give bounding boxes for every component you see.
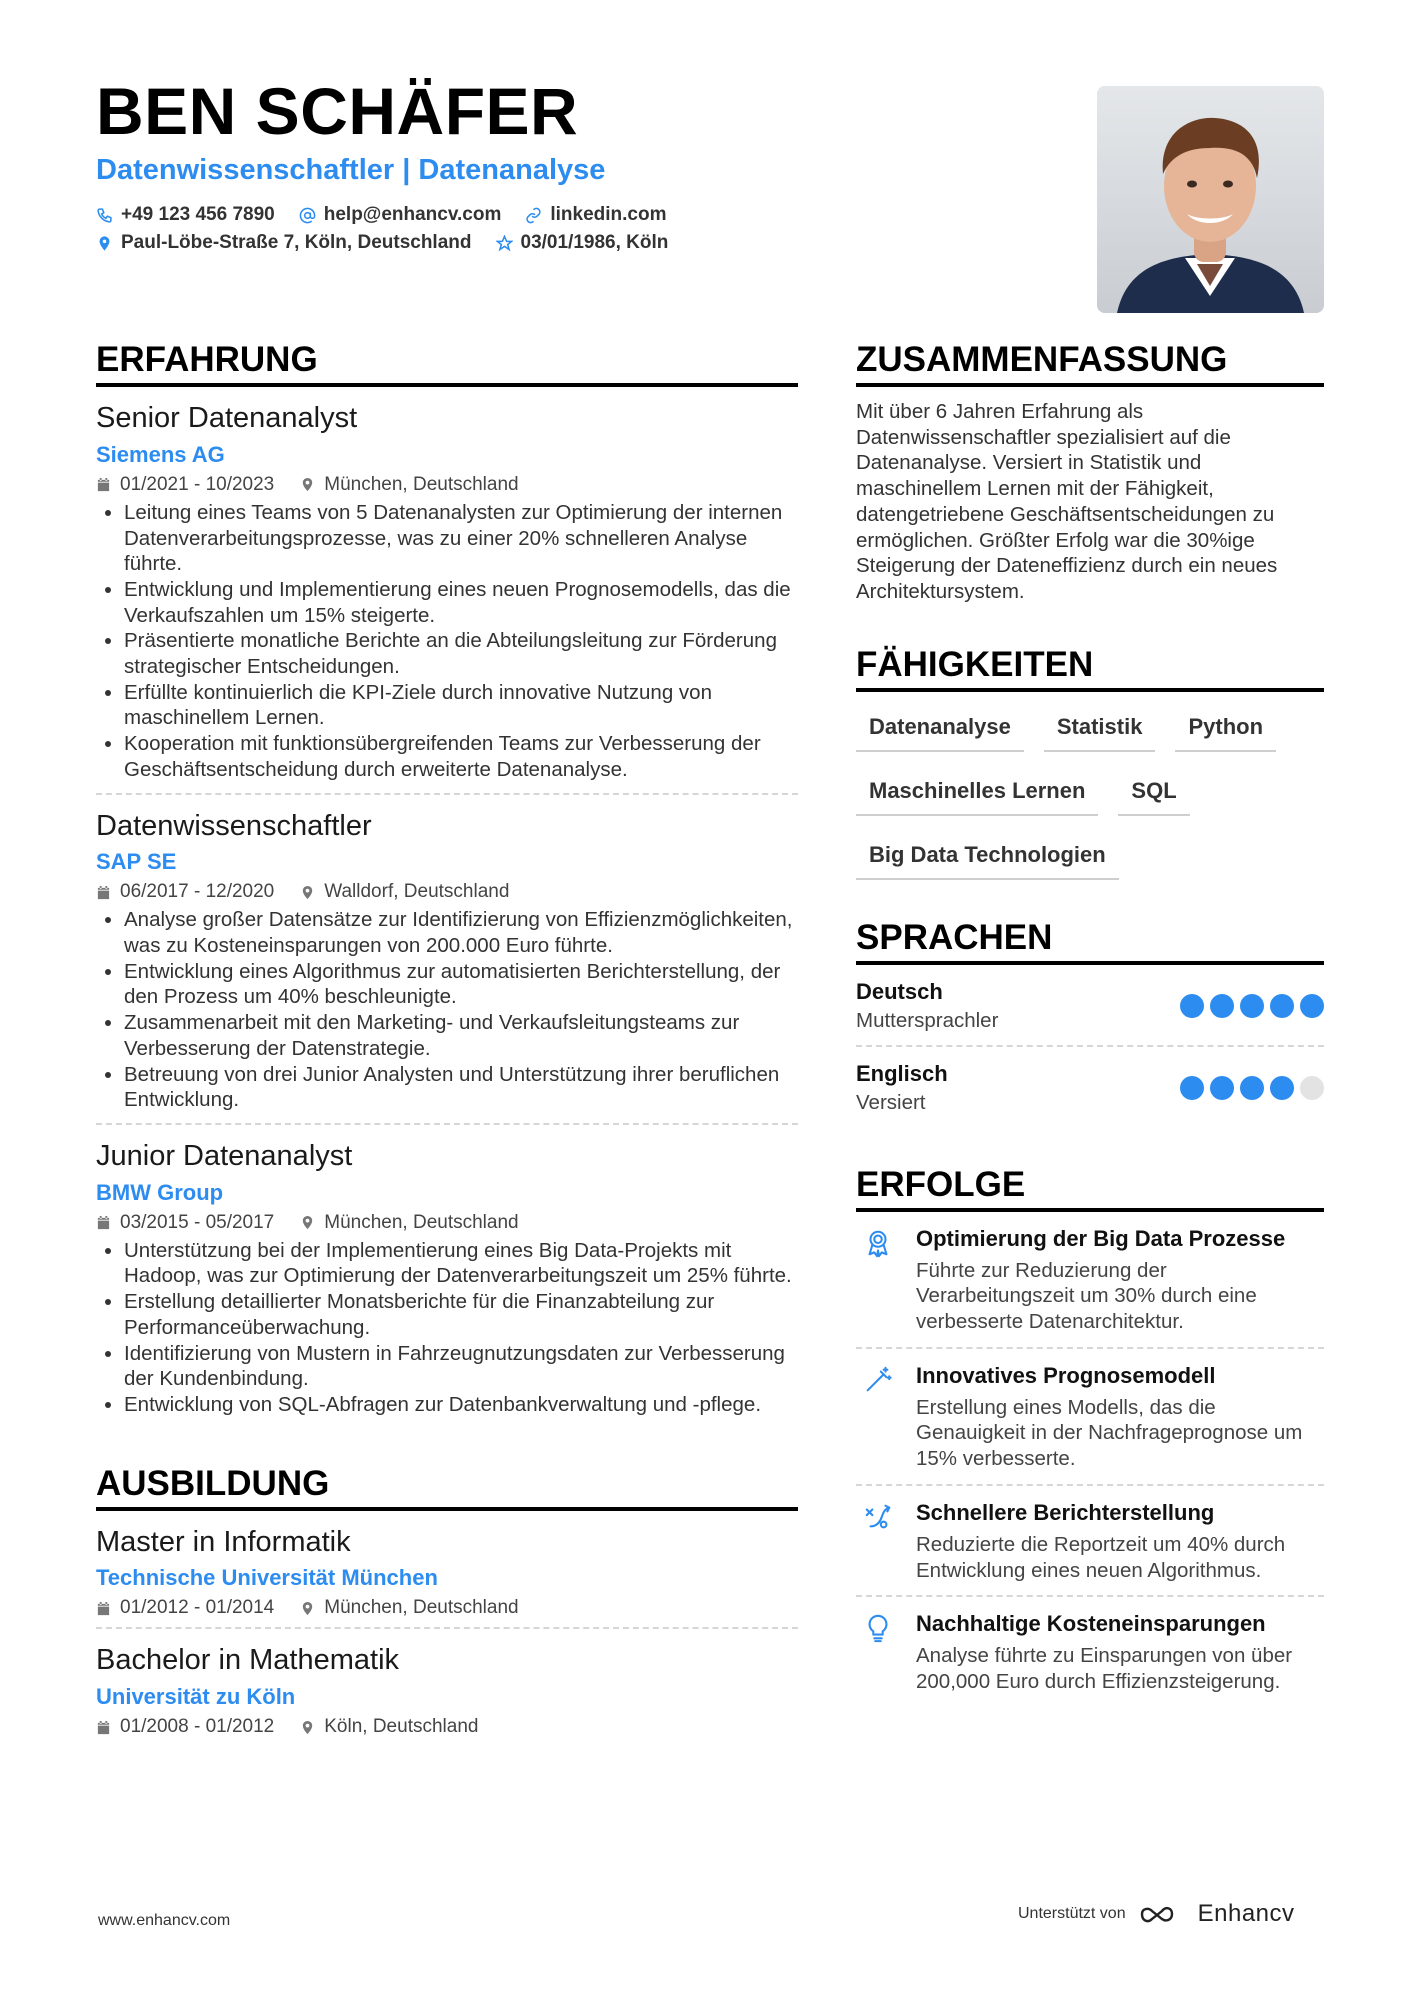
at-icon (299, 207, 316, 224)
contact-phone[interactable] (96, 204, 275, 226)
achievement-desc: Reduzierte die Reportzeit um 40% durch Entwicklung eines neuen Algorithmus. (916, 1532, 1286, 1582)
experience-item (96, 795, 798, 1125)
job-dates (96, 881, 274, 903)
achievement-title: Nachhaltige Kosteneinsparungen (916, 1611, 1266, 1637)
experience-item (96, 387, 798, 795)
bullet: • Analyse großer Datensätze zur Identifizierung von Effizienzmöglichkeiten, was zu Kosteneinsparungen von 200.000 Euro führte. (124, 907, 798, 958)
contact-row-2 (96, 232, 668, 254)
location-pin-icon (96, 235, 113, 252)
job-location (300, 474, 518, 496)
birth-text: 03/01/1986, Köln (520, 232, 669, 253)
portrait-illustration (1097, 86, 1324, 313)
language-info (856, 979, 998, 1033)
language-item (856, 1047, 1324, 1127)
achievement-item (856, 1349, 1324, 1486)
language-level: Versiert (856, 1090, 926, 1114)
profile-photo (1097, 86, 1324, 313)
achievement-body (916, 1363, 1324, 1472)
candidate-headline: Datenwissenschaftler | Datenanalyse (96, 154, 606, 186)
education-location (300, 1597, 518, 1619)
bullet: • Entwicklung und Implementierung eines neuen Prognosemodells, das die Verkaufszahlen um 15% steigerte. (124, 577, 798, 628)
achievement-body (916, 1611, 1324, 1694)
skills-list (856, 706, 1324, 880)
language-level: Muttersprachler (856, 1008, 999, 1032)
footer-branding (1018, 1900, 1295, 1928)
contact-email[interactable] (299, 204, 502, 226)
bullet: • Erfüllte kontinuierlich die KPI-Ziele durch innovative Nutzung von maschinellem Lernen. (124, 680, 798, 731)
education-meta (96, 1716, 798, 1738)
company-name[interactable]: SAP SE (96, 849, 177, 875)
footer-powered-text: Unterstützt von (1018, 1905, 1126, 1922)
education-location-text: Köln, Deutschland (324, 1716, 479, 1738)
rating-dot (1180, 994, 1204, 1018)
school-name[interactable]: Technische Universität München (96, 1565, 438, 1591)
degree-title: Master in Informatik (96, 1525, 351, 1558)
footer-website[interactable]: www.enhancv.com (98, 1912, 231, 1929)
achievement-item (856, 1486, 1324, 1597)
linkedin-text: linkedin.com (550, 204, 667, 225)
rating-dot (1210, 994, 1234, 1018)
job-dates-text: 06/2017 - 12/2020 (120, 881, 275, 903)
education-dates (96, 1597, 274, 1619)
job-title: Senior Datenanalyst (96, 402, 358, 434)
bullet: • Leitung eines Teams von 5 Datenanalysten zur Optimierung der internen Datenverarbeitungsprozesse, was zu einer 20% schnelleren Analyse führte. (124, 500, 798, 577)
job-bullets (96, 907, 798, 1113)
education-item (96, 1629, 798, 1746)
link-icon (525, 207, 542, 224)
language-name: Englisch (856, 1060, 948, 1086)
skill-tag: Maschinelles Lernen (856, 770, 1098, 816)
job-location-text: München, Deutschland (324, 473, 519, 495)
experience-item (96, 1125, 798, 1428)
job-location (300, 881, 509, 903)
skill-tag: Datenanalyse (856, 706, 1024, 752)
achievement-desc: Erstellung eines Modells, das die Genauigkeit in der Nachfrageprognose um 15% verbesserte. (916, 1395, 1303, 1471)
job-location (300, 1212, 518, 1234)
job-location-text: München, Deutschland (324, 1211, 519, 1233)
school-name[interactable]: Universität zu Köln (96, 1684, 296, 1710)
education-item (96, 1511, 798, 1630)
achievement-title: Schnellere Berichterstellung (916, 1499, 1215, 1525)
email-text: help@enhancv.com (323, 204, 502, 225)
bullet: • Unterstützung bei der Implementierung eines Big Data-Projekts mit Hadoop, was zur Optimierung der Datenverarbeitungszeit um 25% führte. (124, 1238, 798, 1289)
contact-row-1 (96, 204, 667, 226)
bullet: • Präsentierte monatliche Berichte an die Abteilungsleitung zur Förderung strategischer Entscheidungen. (124, 628, 798, 679)
star-icon (496, 235, 513, 252)
job-title: Datenwissenschaftler (96, 809, 372, 842)
education-dates (96, 1716, 274, 1738)
right-column (856, 342, 1324, 1707)
language-rating (1180, 1076, 1324, 1100)
phone-icon (96, 207, 113, 224)
skills-heading: FÄHIGKEITEN (856, 647, 1324, 692)
summary-heading: ZUSAMMENFASSUNG (856, 342, 1324, 387)
achievement-item (856, 1597, 1324, 1706)
rating-dot (1270, 1076, 1294, 1100)
location-pin-icon (300, 885, 315, 900)
experience-heading: ERFAHRUNG (96, 342, 798, 387)
job-meta (96, 1212, 798, 1234)
languages-heading: SPRACHEN (856, 920, 1324, 965)
calendar-icon (96, 477, 111, 492)
language-item (856, 965, 1324, 1047)
strategy-icon (856, 1500, 900, 1583)
summary-text: Mit über 6 Jahren Erfahrung als Datenwissenschaftler spezialisiert auf die Datenanalyse. Versiert in Statistik und maschinellem Lernen mit der Fähigkeit, datengetriebene Geschäftsentscheidungen zu ermöglichen. Größter Erfolg war die 30%ige Steigerung der Dateneffizienz durch ein neues Architektursystem. (856, 400, 1278, 603)
bullet: • Identifizierung von Mustern in Fahrzeugnutzungsdaten zur Verbesserung der Kundenbindung. (124, 1341, 798, 1392)
education-dates-text: 01/2012 - 01/2014 (120, 1597, 275, 1619)
award-icon (856, 1226, 900, 1335)
achievement-desc: Analyse führte zu Einsparungen von über 200,000 Euro durch Effizienzsteigerung. (916, 1644, 1293, 1693)
location-pin-icon (300, 1601, 315, 1616)
calendar-icon (96, 1601, 111, 1616)
bullet: • Entwicklung von SQL-Abfragen zur Datenbankverwaltung und -pflege. (124, 1392, 798, 1418)
achievement-body (916, 1226, 1324, 1335)
achievement-desc: Führte zur Reduzierung der Verarbeitungszeit um 30% durch eine verbesserte Datenarchitektur. (916, 1258, 1257, 1334)
job-dates (96, 1212, 274, 1234)
rating-dot (1300, 1076, 1324, 1100)
rating-dot (1270, 994, 1294, 1018)
job-meta (96, 474, 798, 496)
calendar-icon (96, 1720, 111, 1735)
education-location-text: München, Deutschland (324, 1597, 519, 1619)
skill-tag: Statistik (1044, 706, 1156, 752)
enhancv-logo-icon (1138, 1902, 1186, 1926)
candidate-name: BEN SCHÄFER (96, 74, 579, 148)
rating-dot (1240, 994, 1264, 1018)
location-pin-icon (300, 477, 315, 492)
rating-dot (1210, 1076, 1234, 1100)
job-bullets (96, 500, 798, 783)
phone-text: +49 123 456 7890 (121, 204, 275, 225)
bullet: • Betreuung von drei Junior Analysten und Unterstützung ihrer beruflichen Entwicklung. (124, 1062, 798, 1113)
language-name: Deutsch (856, 978, 943, 1004)
rating-dot (1180, 1076, 1204, 1100)
contact-address (96, 232, 472, 254)
bullet: • Erstellung detaillierter Monatsberichte für die Finanzabteilung zur Performanceüberwachung. (124, 1289, 798, 1340)
achievements-heading: ERFOLGE (856, 1167, 1324, 1212)
company-name[interactable]: BMW Group (96, 1179, 224, 1205)
magic-wand-icon (856, 1363, 900, 1472)
achievement-item (856, 1212, 1324, 1349)
lightbulb-icon (856, 1611, 900, 1694)
language-info (856, 1061, 948, 1115)
job-dates-text: 01/2021 - 10/2023 (120, 473, 275, 495)
skill-tag: Python (1175, 706, 1276, 752)
contact-birth (496, 232, 669, 254)
location-pin-icon (300, 1720, 315, 1735)
job-meta (96, 881, 798, 903)
skill-tag: SQL (1118, 770, 1189, 816)
education-meta (96, 1597, 798, 1619)
rating-dot (1300, 994, 1324, 1018)
location-pin-icon (300, 1215, 315, 1230)
company-name[interactable]: Siemens AG (96, 441, 225, 467)
job-title: Junior Datenanalyst (96, 1139, 353, 1172)
job-dates-text: 03/2015 - 05/2017 (120, 1211, 275, 1233)
achievement-title: Optimierung der Big Data Prozesse (916, 1225, 1286, 1251)
job-location-text: Walldorf, Deutschland (324, 881, 510, 903)
skill-tag: Big Data Technologien (856, 834, 1119, 880)
address-text: Paul-Löbe-Straße 7, Köln, Deutschland (121, 232, 472, 253)
calendar-icon (96, 885, 111, 900)
footer-brand[interactable]: Enhancv (1197, 1900, 1295, 1927)
bullet: • Kooperation mit funktionsübergreifenden Teams zur Verbesserung der Geschäftsentscheidung durch erweiterte Datenanalyse. (124, 731, 798, 782)
job-bullets (96, 1238, 798, 1418)
calendar-icon (96, 1215, 111, 1230)
bullet: • Entwicklung eines Algorithmus zur automatisierten Berichterstellung, der den Prozess um 40% beschleunigte. (124, 959, 798, 1010)
degree-title: Bachelor in Mathematik (96, 1644, 400, 1677)
left-column (96, 342, 798, 1746)
language-rating (1180, 994, 1324, 1018)
rating-dot (1240, 1076, 1264, 1100)
education-dates-text: 01/2008 - 01/2012 (120, 1716, 275, 1738)
achievement-title: Innovatives Prognosemodell (916, 1362, 1216, 1388)
education-heading: AUSBILDUNG (96, 1466, 798, 1511)
education-location (300, 1716, 478, 1738)
job-dates (96, 474, 274, 496)
achievement-body (916, 1500, 1324, 1583)
contact-linkedin[interactable] (525, 204, 666, 226)
bullet: • Zusammenarbeit mit den Marketing- und Verkaufsleitungsteams zur Verbesserung der Datenstrategie. (124, 1010, 798, 1061)
